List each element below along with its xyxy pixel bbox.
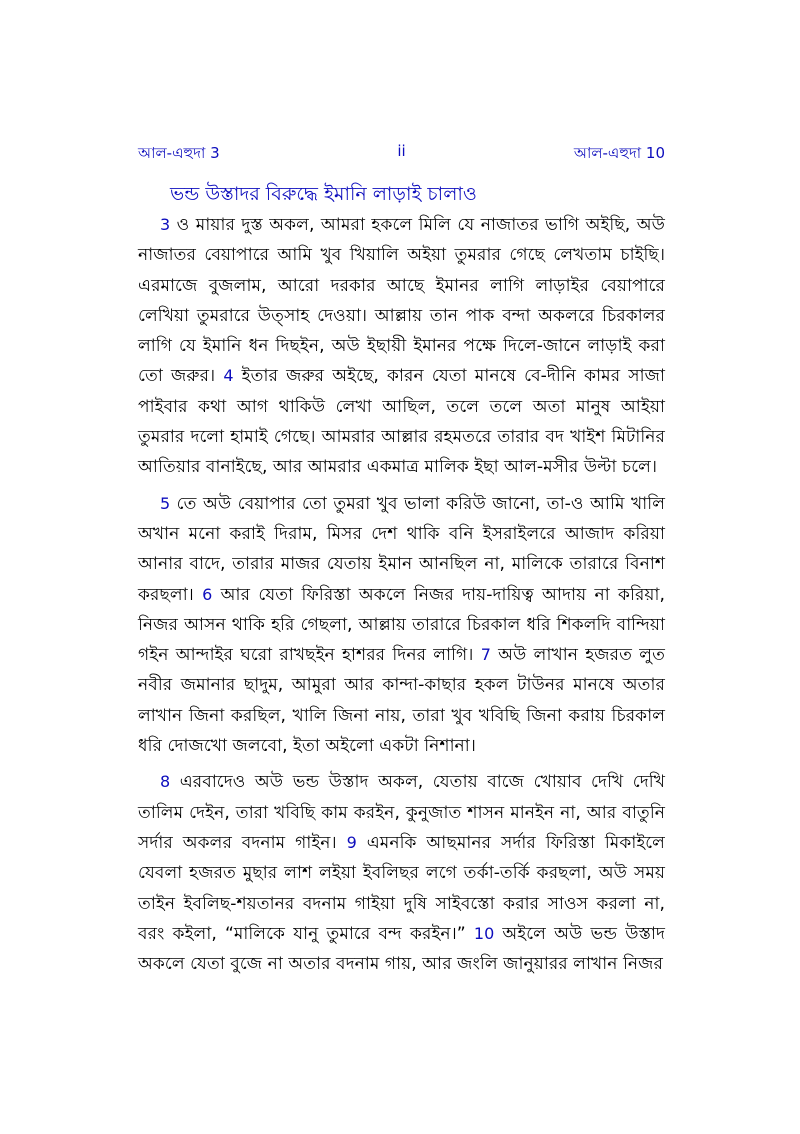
verse-number: 6: [202, 584, 213, 604]
verse-text: তে অউ বেয়াপার তো তুমরা খুব ভালা করিউ জানো, তা-ও আমি খালি অখান মনো করাই দিরাম, মিসর দেশ থাকি বনি ইসরাইলরে আজাদ করিয়া আনার বাদে, তারার মাজর যেতায় ইমান আনছিল না, মালিকে তারারে বিনাশ করছলা।: [138, 493, 665, 605]
header-right-reference: আল-এহুদা 10: [573, 144, 665, 162]
paragraph: [138, 767, 665, 979]
verse-text: ও মায়ার দুস্ত অকল, আমরা হকলে মিলি যে নাজাতর ভাগি অইছি, অউ নাজাতর বেয়াপারে আমি খুব খিয়ালি অইয়া তুমরার গেছে লেখতাম চাইছি। এরমাজে বুজলাম, আরো দরকার আছে ইমানর লাগি লাড়াইর বেয়াপারে লেখিয়া তুমরারে উত্সাহ দেওয়া। আল্লায় তান পাক বন্দা অকলরে চিরকালর লাগি যে ইমানি ধন দিছইন, অউ ইছায়ী ইমানর পক্ষে দিলে-জানে লাড়াই করা তো জরুর।: [138, 215, 665, 387]
verse-number: 9: [346, 832, 357, 852]
paragraph: [138, 210, 665, 483]
body-text: [138, 210, 665, 979]
verse-text: এরবাদেও অউ ভন্ড উস্তাদ অকল, যেতায় বাজে খোয়াব দেখি দেখি তালিম দেইন, তারা খবিছি কাম করইন, কুনুজাত শাসন মানইন না, আর বাতুনি সর্দার অকলর বদনাম গাইন।: [138, 772, 665, 853]
verse-text: ইতার জরুর অইছে, কারন যেতা মানষে বে-দীনি কামর সাজা পাইবার কথা আগ থাকিউ লেখা আছিল, তলে তলে অতা মানুষ আইয়া তুমরার দলো হামাই গেছে। আমরার আল্লার রহমতরে তারার বদ খাইশ মিটানির আতিয়ার বানাইছে, আর আমরার একমাত্র মালিক ইছা আল-মসীর উল্টা চলে।: [138, 366, 665, 478]
paragraph: [138, 489, 665, 762]
verse-number: 3: [160, 215, 171, 234]
verse-number: 8: [160, 772, 171, 792]
header-left-reference: আল-এহুদা 3: [138, 144, 220, 162]
verse-number: 4: [223, 366, 234, 386]
verse-number: 7: [480, 645, 491, 665]
verse-text: অউ লাখান হজরত লুত নবীর জমানার ছাদুম, আমুরা আর কান্দা-কাছার হকল টাউনর মানষে অতার লাখান জিনা করছিল, খালি জিনা নায়, তারা খুব খবিছি জিনা করায় চিরকাল ধরি দোজখো জলবো, ইতা অইলো একটা নিশানা।: [138, 645, 665, 757]
verse-text: এমনকি আছমানর সর্দার ফিরিস্তা মিকাইলে যেবলা হজরত মুছার লাশ লইয়া ইবলিছর লগে তর্কা-তর্কি করছলা, অউ সময় তাইন ইবলিছ-শয়তানর বদনাম গাইয়া দুষি সাইবস্তো করার সাওস করলা না, বরং কইলা, “মালিকে যানু তুমারে বন্দ করইন।”: [138, 832, 665, 944]
verse-number: 10: [473, 923, 495, 943]
page-number: ii: [397, 142, 406, 160]
verse-text: আর যেতা ফিরিস্তা অকলে নিজর দায়-দায়িত্ব আদায় না করিয়া, নিজর আসন থাকি হরি গেছলা, আল্লায় তারারে চিরকাল ধরি শিকলদি বান্দিয়া গইন আন্দাইর ঘরো রাখছইন হাশরর দিনর লাগি।: [138, 584, 665, 666]
verse-number: 5: [160, 493, 171, 513]
running-header: [138, 142, 665, 166]
verse-text: অইলে অউ ভন্ড উস্তাদ অকলে যেতা বুজে না অতার বদনাম গায়, আর জংলি জানুয়ারর লাখান নিজর: [138, 923, 665, 975]
section-title: ভন্ড উস্তাদর বিরুদ্ধে ইমানি লাড়াই চালাও: [170, 183, 477, 205]
